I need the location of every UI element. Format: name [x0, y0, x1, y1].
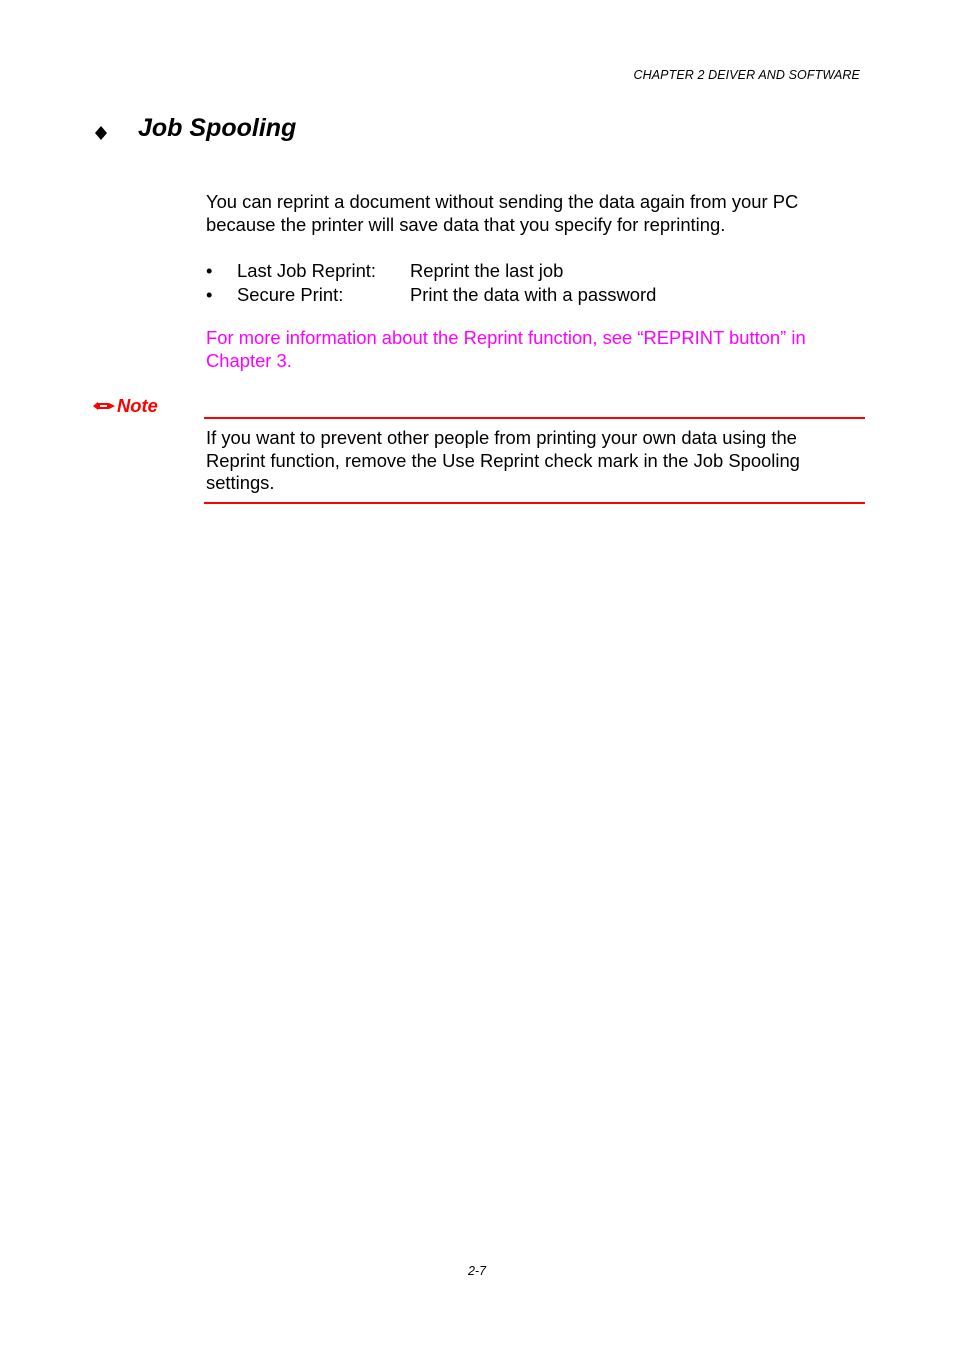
- note-top-rule: [204, 417, 865, 419]
- note-label-text: Note: [117, 395, 158, 416]
- page-number: 2-7: [467, 1264, 487, 1278]
- diamond-bullet-icon: [95, 126, 107, 138]
- feature-term: Secure Print:: [237, 284, 344, 305]
- feature-description: Print the data with a password: [410, 284, 657, 305]
- feature-term: Last Job Reprint:: [237, 260, 377, 281]
- note-bottom-rule: [204, 502, 865, 504]
- list-item: [206, 283, 656, 307]
- note-label: [93, 395, 158, 417]
- feature-description: Reprint the last job: [410, 260, 564, 281]
- list-item: [206, 259, 656, 283]
- reference-link-text: For more information about the Reprint function, see “REPRINT button” in Chapter 3.: [206, 327, 806, 371]
- section-heading: [95, 114, 296, 143]
- intro-paragraph: You can reprint a document without sending the data again from your PC because the printer will save data that you specify for reprinting.: [206, 191, 799, 235]
- section-title: Job Spooling: [138, 114, 297, 142]
- bullet-dot: •: [206, 284, 213, 305]
- bullet-dot: •: [206, 260, 213, 281]
- running-header: CHAPTER 2 DEIVER AND SOFTWARE: [633, 68, 860, 82]
- note-text: If you want to prevent other people from printing your own data using the Reprint function, remove the Use Reprint check mark in the Job Spooling settings.: [206, 427, 800, 493]
- pencil-icon: [93, 400, 115, 412]
- feature-list: [206, 259, 656, 307]
